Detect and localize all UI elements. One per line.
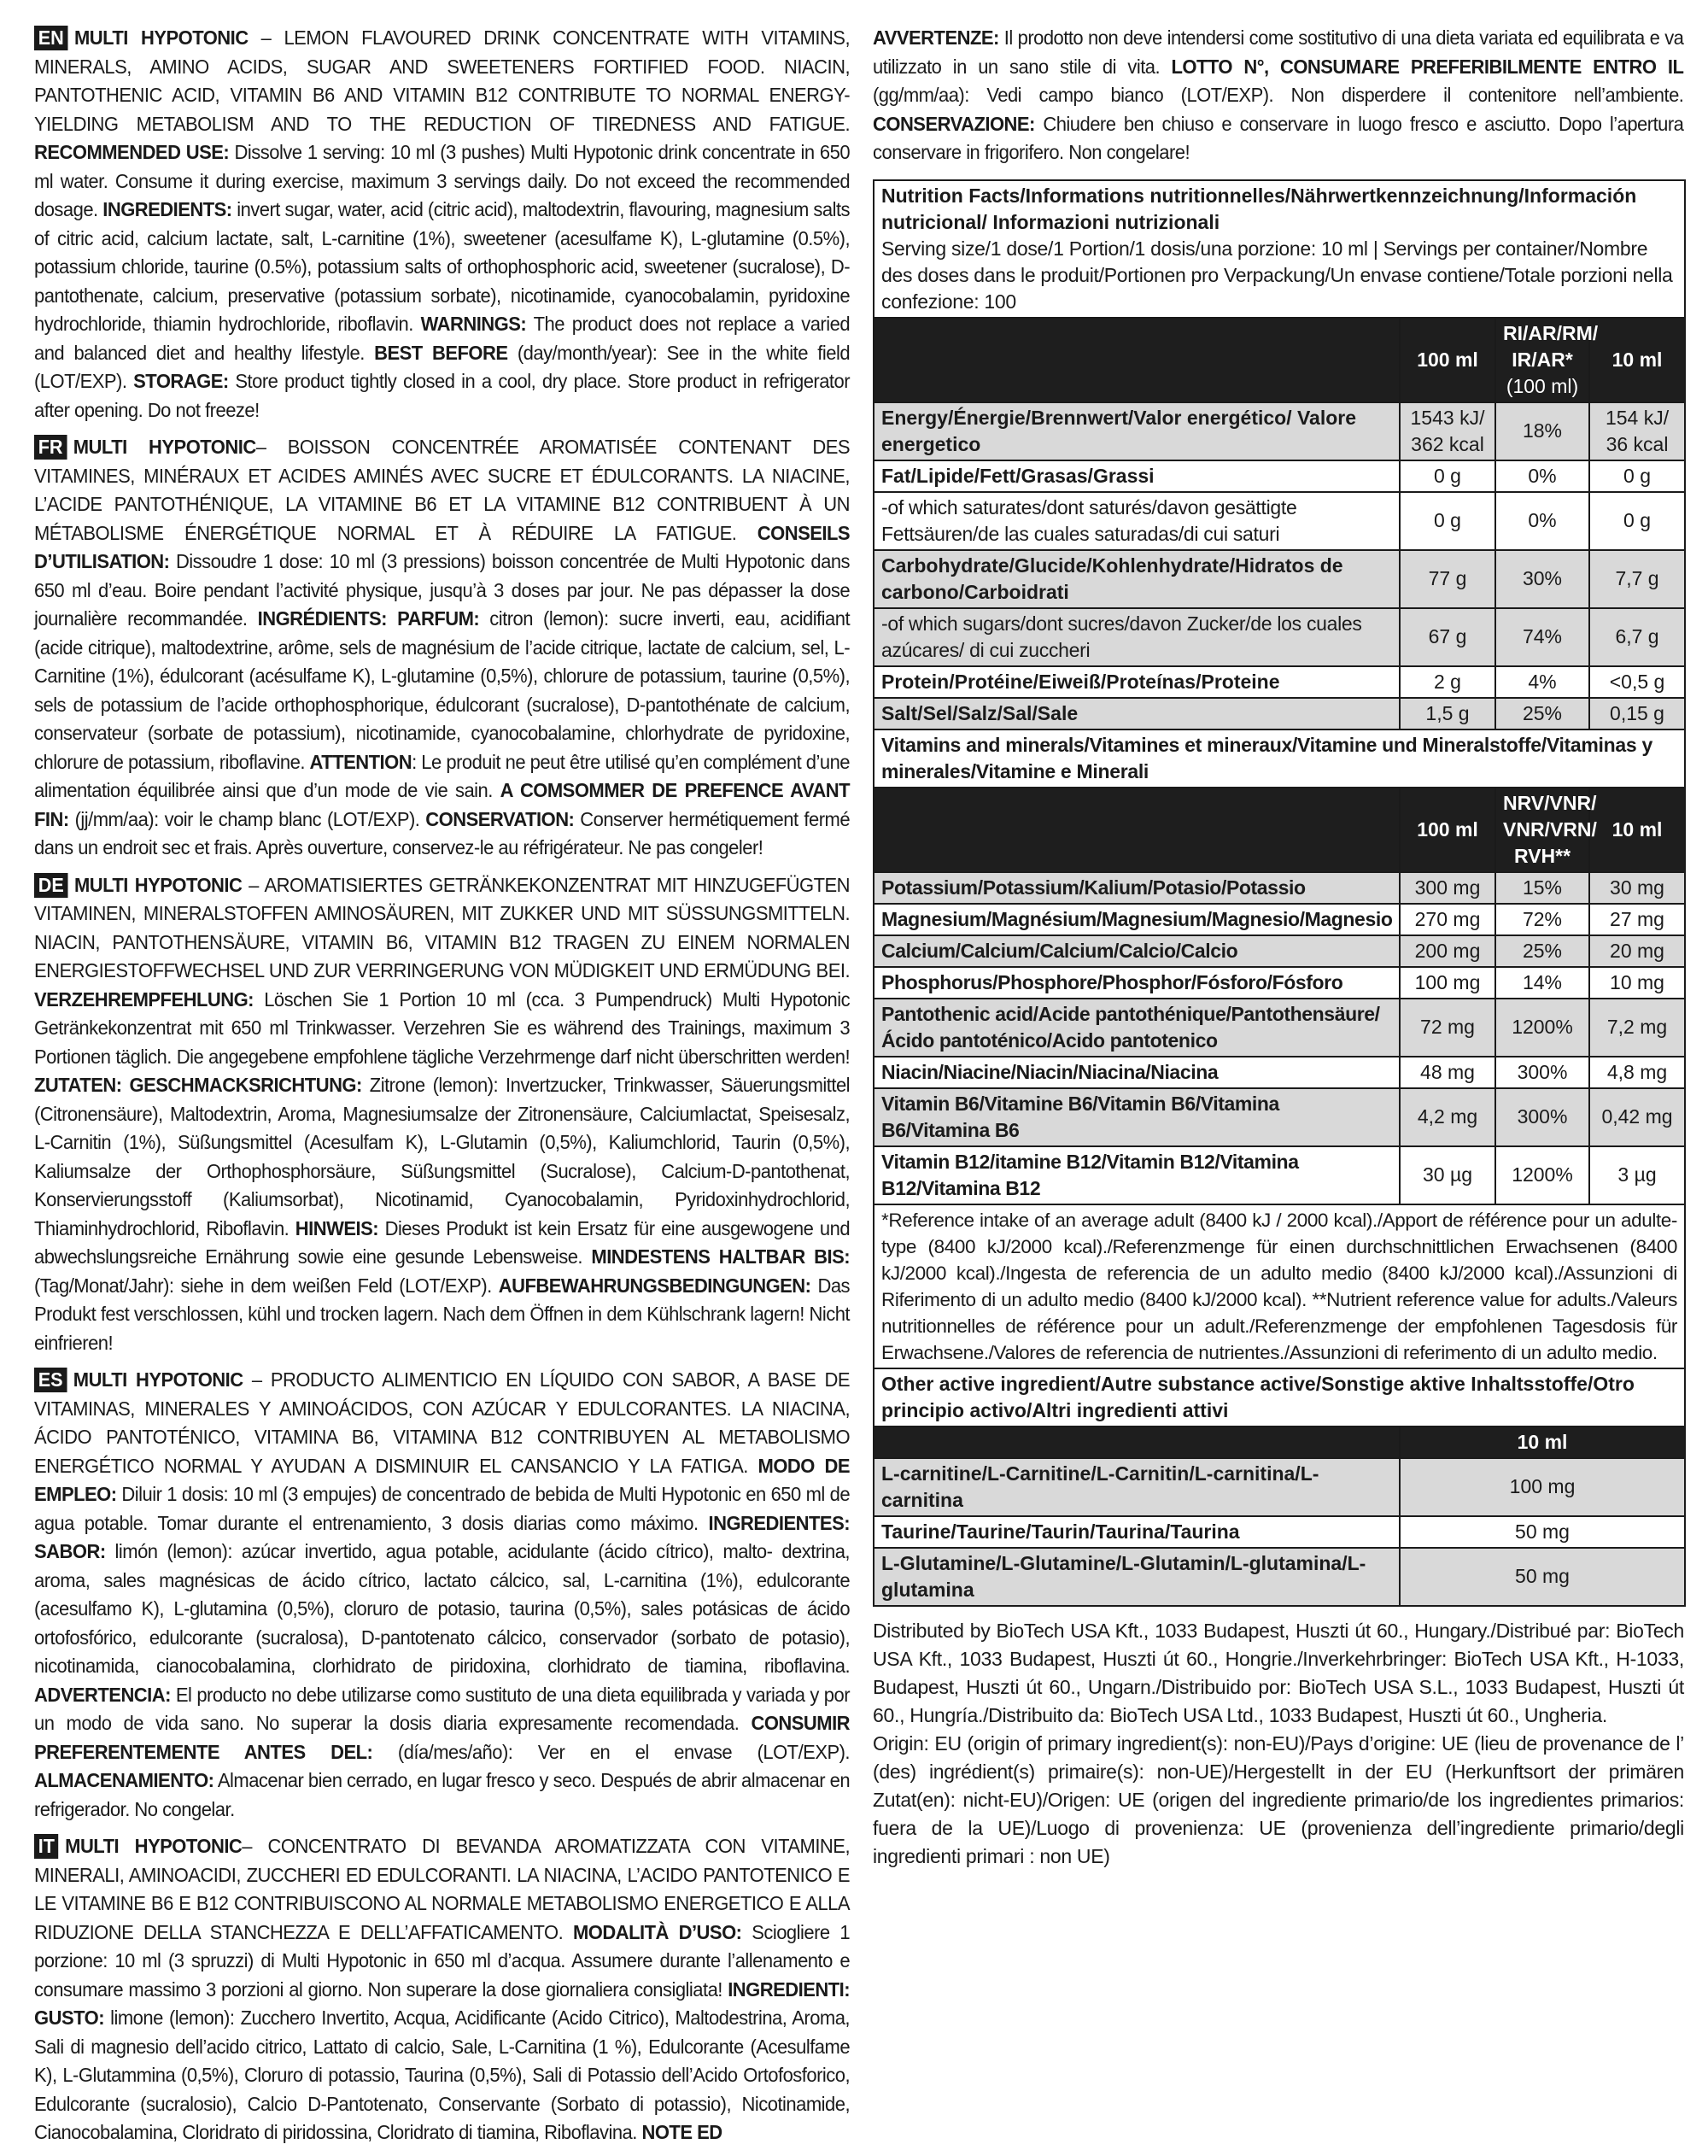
other-ingredient-row [874,1548,1685,1606]
vitamin-label: Vitamin B6/Vitamine B6/Vitamin B6/Vitamina B6/Vitamina B6 [874,1088,1400,1146]
nutrition-header [874,180,1685,318]
value-10ml: 50 mg [1400,1548,1685,1606]
language-badge: IT [34,1834,59,1859]
value-ri: 0% [1495,492,1589,550]
section-text: citron (lemon): sucre inverti, eau, acidifiant (acide citrique), maltodextrine, arôme, sels de magnésium de l’acide citrique, lactate de calcium, sel, L-Carnitine (1%), édulcorant (acésulfame K), L-glutamine (0,5%), chlorure de potassium, taurine (0,5%), sels de potassium de l’acide orthophosphorique, édulcorant (sucralose), D-pantothénate de calcium, conservateur (sorbate de potassium), nicotinamide, cyanocobalamine, chlorhydrate de pyridoxine, chlorure de potassium, riboflavine. [34,607,851,773]
nutrition-row [874,698,1685,729]
nutrition-row [874,608,1685,666]
section-text: – PRODUCTO ALIMENTICIO EN LÍQUIDO CON SABOR, A BASE DE VITAMINAS, MINERALES Y AMINOÁCIDOS, CON AZÚCAR Y EDULCORANTES. LA NIACINA, ÁCIDO PANTOTÉNICO, VITAMINA B6, VITAMINA B12 CONTRIBUYEN AL METABOLISMO ENERGÉTICO NORMAL Y AYUDAN A DISMINUIR EL CANSANCIO Y LA FATIGA. [34,1368,851,1477]
value-nrv: 72% [1495,904,1589,935]
vitamin-row [874,872,1685,904]
vitamin-label: Phosphorus/Phosphore/Phosphor/Fósforo/Fósforo [874,967,1400,999]
value-10ml: 3 µg [1589,1146,1685,1204]
section-text: Almacenar bien cerrado, en lugar fresco y seco. Después de abrir almacenar en refrigerador. No congelar. [34,1769,851,1820]
value-10ml: 50 mg [1400,1516,1685,1548]
value-10ml: 4,8 mg [1589,1057,1685,1088]
distributor-info [873,1617,1684,1871]
vitamin-label: Potassium/Potassium/Kalium/Potasio/Potassio [874,872,1400,904]
section-text: Löschen Sie 1 Portion 10 ml (cca. 3 Pumpendruck) Multi Hypotonic Getränkekonzentrat mit 650 ml Trinkwasser. Verzehren Sie es während des Trainings, maximum 3 Portionen täglich. Die angegebene empfohlene tägliche Verzehrmenge darf nicht überschritten werden! [34,987,851,1068]
section-heading: CONSUMIR PREFERENTEMENTE ANTES DEL: [34,1712,851,1763]
section-heading: NOTE ED [641,2121,722,2143]
value-ri: 30% [1495,550,1589,608]
right-column [873,24,1684,1871]
section-heading: INGREDIENTES: SABOR: [34,1511,851,1562]
col-100ml: 100 ml [1400,318,1495,402]
section-heading: CONSERVAZIONE: [873,112,1035,135]
language-section-fr [34,433,850,863]
vit-col-10ml: 10 ml [1589,788,1685,872]
value-100ml: 2 g [1400,666,1495,698]
value-100ml: 0 g [1400,492,1495,550]
section-text: Dieses Produkt ist kein Ersatz für eine ausgewogene und abwechslungsreiche Ernährung sowie eine gesunde Lebensweise. [34,1216,851,1268]
section-text: (día/mes/año): Ver en el envase (LOT/EXP). [372,1740,851,1763]
vitamin-row [874,999,1685,1057]
value-10ml: 0 g [1589,492,1685,550]
value-nrv: 1200% [1495,1146,1589,1204]
section-heading: MULTI HYPOTONIC [73,873,243,896]
value-ri: 0% [1495,460,1589,492]
value-10ml: 6,7 g [1589,608,1685,666]
nutrient-label: Protein/Protéine/Eiweiß/Proteínas/Proteine [874,666,1400,698]
nutrient-label: Salt/Sel/Salz/Sal/Sale [874,698,1400,729]
value-nrv: 300% [1495,1057,1589,1088]
value-100ml: 77 g [1400,550,1495,608]
section-heading: LOTTO N°, CONSUMARE PREFERIBILMENTE ENTRO IL [1171,55,1684,78]
value-nrv: 25% [1495,935,1589,967]
value-100ml: 300 mg [1400,872,1495,904]
vitamin-label: Pantothenic acid/Acide pantothénique/Pantothensäure/ Ácido pantoténico/Acido pantotenico [874,999,1400,1057]
section-heading: INGREDIENTS: [102,198,232,220]
value-10ml: 30 mg [1589,872,1685,904]
section-text: Conserver hermétiquement fermé dans un endroit sec et frais. Après ouverture, conservez-le au réfrigérateur. Ne pas congeler! [34,807,851,858]
nutrient-label: Carbohydrate/Glucide/Kohlenhydrate/Hidratos de carbono/Carboidrati [874,550,1400,608]
value-nrv: 300% [1495,1088,1589,1146]
section-heading: MODALITÀ D’USO: [572,1920,742,1943]
value-10ml: 100 mg [1400,1458,1685,1516]
section-text: invert sugar, water, acid (citric acid), maltodextrin, flavouring, magnesium salts of citric acid, calcium lactate, salt, L-carnitine (1%), sweetener (acesulfame K), L-glutamine (0.5%), potassium chloride, taurine (0.5%), potassium salts of orthophosphoric acid, sweetener (sucralose), D-pantothenate, calcium, preservative (potassium sorbate), nicotinamide, cyanocobalamin, pyridoxine hydrochloride, thiamin hydrochloride, riboflavin. [34,198,851,335]
serving-info: Serving size/1 dose/1 Portion/1 dosis/una porzione: 10 ml | Servings per container/Nombre des doses dans le produit/Portionen pro Verpackung/Un envase contiene/Totale porzioni nella confezione: 100 [881,237,1673,313]
value-nrv: 15% [1495,872,1589,904]
value-100ml: 270 mg [1400,904,1495,935]
value-100ml: 72 mg [1400,999,1495,1057]
value-10ml: 7,7 g [1589,550,1685,608]
vitamin-row [874,1088,1685,1146]
other-ingredient-row [874,1516,1685,1548]
section-text: – BOISSON CONCENTRÉE AROMATISÉE CONTENANT DES VITAMINES, MINÉRAUX ET ACIDES AMINÉS AVEC SUCRE ET ÉDULCORANTS. LA NIACINE, L’ACIDE PANTOTHÉNIQUE, LA VITAMINE B6 ET LA VITAMINE B12 CONTRIBUENT À UN MÉTABOLISME ÉNERGÉTIQUE NORMAL ET À RÉDUIRE LA FATIGUE. [34,436,851,544]
value-ri: 74% [1495,608,1589,666]
section-text: Chiudere ben chiuso e conservare in luogo fresco e asciutto. Dopo l’apertura conservare in frigorifero. Non congelare! [873,112,1684,163]
language-section-it [34,1832,850,2147]
nutrition-row [874,550,1685,608]
section-heading: RECOMMENDED USE: [34,141,230,163]
italian-warnings-text [873,24,1683,167]
section-heading: MINDESTENS HALTBAR BIS: [591,1245,851,1268]
language-section-de [34,871,850,1358]
value-100ml: 4,2 mg [1400,1088,1495,1146]
vitamin-row [874,967,1685,999]
section-heading: ADVERTENCIA: [34,1683,171,1706]
section-text: Store product tightly closed in a cool, dry place. Store product in refrigerator after opening. Do not freeze! [34,370,851,421]
other-col-10ml: 10 ml [1400,1427,1685,1458]
section-text: The product does not replace a varied and balanced diet and healthy lifestyle. [34,313,851,364]
section-heading: AVVERTENZE: [873,26,999,49]
col-ri: RI/AR/RM/ IR/AR* (100 ml) [1495,318,1589,402]
section-text: – LEMON FLAVOURED DRINK CONCENTRATE WITH VITAMINS, MINERALS, AMINO ACIDS, SUGAR AND SWEETENERS FORTIFIED FOOD. NIACIN, PANTOTHENIC ACID, VITAMIN B6 AND VITAMIN B12 CONTRIBUTE TO NORMAL ENERGY-YIELDING METABOLISM AND TO THE REDUCTION OF TIREDNESS AND FATIGUE. [34,26,851,135]
nutrition-row [874,492,1685,550]
language-badge: ES [34,1368,67,1392]
nutrient-label: Energy/Énergie/Brennwert/Valor energético/ Valore energetico [874,402,1400,460]
value-10ml: 0,42 mg [1589,1088,1685,1146]
section-text: : Le produit ne peut être utilisé qu’en complément d’une alimentation équilibrée ainsi que d’un mode de vie sain. [34,750,851,801]
section-heading: INGREDIENTI: GUSTO: [34,1977,851,2029]
nutrition-title: Nutrition Facts/Informations nutritionnelles/Nährwertkennzeichnung/Información nutricional/ Informazioni nutrizionali [881,184,1637,233]
value-10ml: 7,2 mg [1589,999,1685,1057]
value-10ml: <0,5 g [1589,666,1685,698]
value-10ml: 27 mg [1589,904,1685,935]
section-text: limone (lemon): Zucchero Invertito, Acqua, Acidificante (Acido Citrico), Maltodestrina, Aroma, Sali di magnesio dell’acido citrico, Lattato di calcio, Sale, L-Carnitina (1 %), Edulcorante (Acesulfame K), L-Glutammina (0,5%), Cloruro di potassio, Taurina (0,5%), Sali di Potassio dell’Acido Ortofosforico, Edulcorante (sucralosio), Calcio D-Pantotenato, Conservante (Sorbato di potassio), Nicotinamide, Cianocobalamina, Cloridrato di piridossina, Cloridrato di tiamina, Riboflavina. [34,2007,851,2143]
section-heading: CONSEILS D’UTILISATION: [34,521,851,572]
section-text: Sciogliere 1 porzione: 10 ml (3 spruzzi) di Multi Hypotonic in 650 ml d’acqua. Assumere durante l’allenamento e consumare massimo 3 porzioni al giorno. Non superare la dose giornaliera consigliata! [34,1920,851,2001]
value-100ml: 67 g [1400,608,1495,666]
section-text: (gg/mm/aa): Vedi campo bianco (LOT/EXP). Non disperdere il contenitore nell’ambiente. [873,84,1684,106]
section-text: – AROMATISIERTES GETRÄNKEKONZENTRAT MIT HINZUGEFÜGTEN VITAMINEN, MINERALSTOFFEN AMINOSÄUREN, MIT ZUKKER UND MIT SÜSSUNGSMITTELN. NIACIN, PANTOTHENSÄURE, VITAMIN B6, VITAMIN B12 TRAGEN ZU EINEM NORMALEN ENERGIESTOFFWECHSEL UND ZUR VERRINGERUNG VON MÜDIGKEIT UND ERMÜDUNG BEI. [34,873,851,981]
vitamin-row [874,935,1685,967]
vit-col-100ml: 100 ml [1400,788,1495,872]
value-100ml: 48 mg [1400,1057,1495,1088]
section-heading: CONSERVATION: [425,807,575,830]
vitamin-label: Vitamin B12/itamine B12/Vitamin B12/Vitamina B12/Vitamina B12 [874,1146,1400,1204]
value-ri: 18% [1495,402,1589,460]
nutrient-label: Fat/Lipide/Fett/Grasas/Grassi [874,460,1400,492]
section-text: (Tag/Monat/Jahr): siehe in dem weißen Feld (LOT/EXP). [34,1274,499,1297]
nutrition-row [874,666,1685,698]
section-heading: WARNINGS: [420,313,527,335]
vitamin-row [874,1146,1685,1204]
section-heading: MULTI HYPOTONIC [73,1368,243,1391]
vitamins-column-header [874,788,1685,872]
language-section-en [34,24,850,425]
section-text: Dissoudre 1 dose: 10 ml (3 pressions) boisson concentrée de Multi Hypotonic dans 650 ml d’eau. Boire pendant l’activité physique, jusqu’à 3 doses par jour. Ne pas dépasser la dose journalière recommandée. [34,550,851,630]
section-heading: BEST BEFORE [374,341,508,364]
section-text: Il prodotto non deve intendersi come sostitutivo di una dieta variata ed equilibrata e va utilizzato in un sano stile di vita. [873,26,1684,78]
section-heading: MULTI HYPOTONIC [65,1835,243,1857]
other-ingredients-title: Other active ingredient/Autre substance active/Sonstige aktive Inhaltsstoffe/Otro principio activo/Altri ingredienti attivi [874,1368,1685,1427]
section-heading: ZUTATEN: GESCHMACKSRICHTUNG: [34,1074,362,1096]
nutrition-row [874,460,1685,492]
value-100ml: 30 µg [1400,1146,1495,1204]
nutrient-label: -of which sugars/dont sucres/davon Zucker/de los cuales azúcares/ di cui zuccheri [874,608,1400,666]
left-column [34,24,850,2156]
vitamins-title: Vitamins and minerals/Vitamines et mineraux/Vitamine und Mineralstoffe/Vitaminas y minerales/Vitamine e Minerali [874,729,1685,788]
value-100ml: 200 mg [1400,935,1495,967]
language-badge: EN [34,26,67,50]
language-badge: FR [34,435,67,460]
section-text: (jj/mm/aa): voir le champ blanc (LOT/EXP). [68,807,426,830]
vitamin-label: Niacin/Niacine/Niacin/Niacina/Niacina [874,1057,1400,1088]
other-column-header [874,1427,1685,1458]
language-badge: DE [34,873,67,898]
section-heading: MODO DE EMPLEO: [34,1454,851,1505]
value-100ml: 1543 kJ/ 362 kcal [1400,402,1495,460]
section-heading: INGRÉDIENTS: PARFUM: [257,607,480,630]
section-text: Das Produkt fest verschlossen, kühl und trocken lagern. Nach dem Öffnen in dem Kühlschrank lagern! Nicht einfrieren! [34,1274,851,1354]
ingredient-label: L-carnitine/L-Carnitine/L-Carnitin/L-carnitina/L-carnitina [874,1458,1400,1516]
language-section-es [34,1366,850,1824]
section-heading: A COMSOMMER DE PREFENCE AVANT FIN: [34,779,851,830]
nutrition-column-header [874,318,1685,402]
distributor-text: Distributed by BioTech USA Kft., 1033 Budapest, Huszti út 60., Hungary./Distribué par: BioTech USA Kft., 1033 Budapest, Huszti út 60., Hongrie./Inverkehrbringer: BioTech USA Kft., H-1033, Budapest, Huszti út 60., Ungarn./Distribuido por: BioTech USA S.L., 1033 Budapest, Huszti út 60., Hungría./Distribuito da: BioTech USA Ltd., 1033 Budapest, Huszti út 60., Ungheria. [873,1619,1684,1726]
value-100ml: 100 mg [1400,967,1495,999]
section-heading: VERZEHREMPFEHLUNG: [34,987,254,1011]
reference-footnote: *Reference intake of an average adult (8400 kJ / 2000 kcal)./Apport de référence pour un adulte-type (8400 kJ/2000 kcal)./Referenzmenge für einen durchschnittlichen Erwachsenen (8400 kJ/2000 kcal)./Ingesta de referencia de un adulto medio (8400 kJ/2000 kcal)./Assunzioni di Riferimento di un adulto medio (8400 kJ/2000 kcal). **Nutrient reference value for adults./Valeurs nutritionnelles de référence pour un adult./Referenzmenge der empfohlenen Tagesdosis für Erwachsene./Valores de referencia de nutrientes./Assunzioni di referimento di un adulto medio. [874,1204,1685,1368]
vitamin-row [874,904,1685,935]
section-heading: HINWEIS: [295,1216,379,1239]
value-10ml: 10 mg [1589,967,1685,999]
value-10ml: 154 kJ/ 36 kcal [1589,402,1685,460]
value-10ml: 20 mg [1589,935,1685,967]
section-text: – CONCENTRATO DI BEVANDA AROMATIZZATA CON VITAMINE, MINERALI, AMINOACIDI, ZUCCHERI ED EDULCORANTI. LA NIACINA, L’ACIDO PANTOTENICO E LE VITAMINE B6 E B12 CONTRIBUISCONO AL NORMALE METABOLISMO ENERGETICO E ALLA RIDUZIONE DELLA STANCHEZZA E DELL’AFFATICAMENTO. [34,1835,851,1943]
section-text: (day/month/year): See in the white field (LOT/EXP). [34,341,851,392]
value-10ml: 0,15 g [1589,698,1685,729]
section-text: Zitrone (lemon): Invertzucker, Trinkwasser, Säuerungsmittel (Citronensäure), Maltodextrin, Aroma, Magnesiumsalze der Zitronensäure, Calciumlactat, Speisesalz, L-Carnitin (1%), Süßungsmittel (Acesulfam K), L-Glutamin (0,5%), Kaliumchlorid, Taurin (0,5%), Kaliumsalze der Orthophosphorsäure, Süßungsmittel (Sucralose), Calcium-D-pantothenat, Konservierungsstoff (Kaliumsorbat), Nicotinamid, Cyanocobalamin, Pyridoxinhydrochlorid, Thiaminhydrochlorid, Riboflavin. [34,1074,851,1239]
nutrition-table [873,179,1686,1607]
section-heading: ALMACENAMIENTO: [34,1769,214,1791]
section-heading: STORAGE: [133,370,229,392]
vitamin-row [874,1057,1685,1088]
col-10ml: 10 ml [1589,318,1685,402]
origin-text: Origin: EU (origin of primary ingredient(s): non-EU)/Pays d’origine: UE (lieu de provenance de l’ (des) ingrédient(s) primaire(s): non-UE)/Hergestellt in der EU (Herkunftsort der primären Zutat(en): nicht-EU)/Origen: UE (origen del ingrediente primario/de los ingredientes primarios: fuera de la UE)/Luogo di provenienza: UE (provenienza dell’ingrediente primario/degli ingredienti primari : non UE) [873,1731,1684,1867]
vit-col-nrv: NRV/VNR/ VNR/VRN/ RVH** [1495,788,1589,872]
section-heading: MULTI HYPOTONIC [73,436,256,458]
value-ri: 4% [1495,666,1589,698]
vitamin-label: Calcium/Calcium/Calcium/Calcio/Calcio [874,935,1400,967]
value-100ml: 0 g [1400,460,1495,492]
value-nrv: 1200% [1495,999,1589,1057]
nutrition-row [874,402,1685,460]
section-heading: ATTENTION [309,750,412,773]
section-text: Dissolve 1 serving: 10 ml (3 pushes) Multi Hypotonic drink concentrate in 650 ml water. Consume it during exercise, maximum 3 servings daily. Do not exceed the recommended dosage. [34,141,851,220]
section-heading: MULTI HYPOTONIC [73,26,249,49]
section-heading: AUFBEWAHRUNGSBEDINGUNGEN: [498,1274,811,1297]
section-text: El producto no debe utilizarse como sustituto de una dieta equilibrada y variada y por un modo de vida sano. No superar la dosis diaria expresamente recomendada. [34,1683,851,1734]
vitamin-label: Magnesium/Magnésium/Magnesium/Magnesio/Magnesio [874,904,1400,935]
other-ingredient-row [874,1458,1685,1516]
value-100ml: 1,5 g [1400,698,1495,729]
nutrient-label: -of which saturates/dont saturés/davon gesättigte Fettsäuren/de las cuales saturadas/di cui saturi [874,492,1400,550]
value-10ml: 0 g [1589,460,1685,492]
ingredient-label: L-Glutamine/L-Glutamine/L-Glutamin/L-glutamina/L-glutamina [874,1548,1400,1606]
ingredient-label: Taurine/Taurine/Taurin/Taurina/Taurina [874,1516,1400,1548]
section-text: Diluir 1 dosis: 10 ml (3 empujes) de concentrado de bebida de Multi Hypotonic en 650 ml de agua potable. Tomar durante el entrenamiento, 3 dosis diarias como máximo. [34,1483,851,1534]
section-text: limón (lemon): azúcar invertido, agua potable, acidulante (ácido cítrico), malto- dextrina, aroma, sales magnésicas de ácido cítrico, lactato cálcico, sal, L-carnitina (1%), edulcorante (acesulfamo K), L-glutamina (0,5%), cloruro de potasio, taurina (0,5%), sales potásicas de ácido ortofosfórico, edulcorante (sucralosa), D-pantotenato cálcico, conservador (sorbato de potasio), nicotinamida, cianocobalamina, clorhidrato de piridoxina, clorhidrato de tiamina, riboflavina. [34,1540,851,1677]
value-ri: 25% [1495,698,1589,729]
value-nrv: 14% [1495,967,1589,999]
